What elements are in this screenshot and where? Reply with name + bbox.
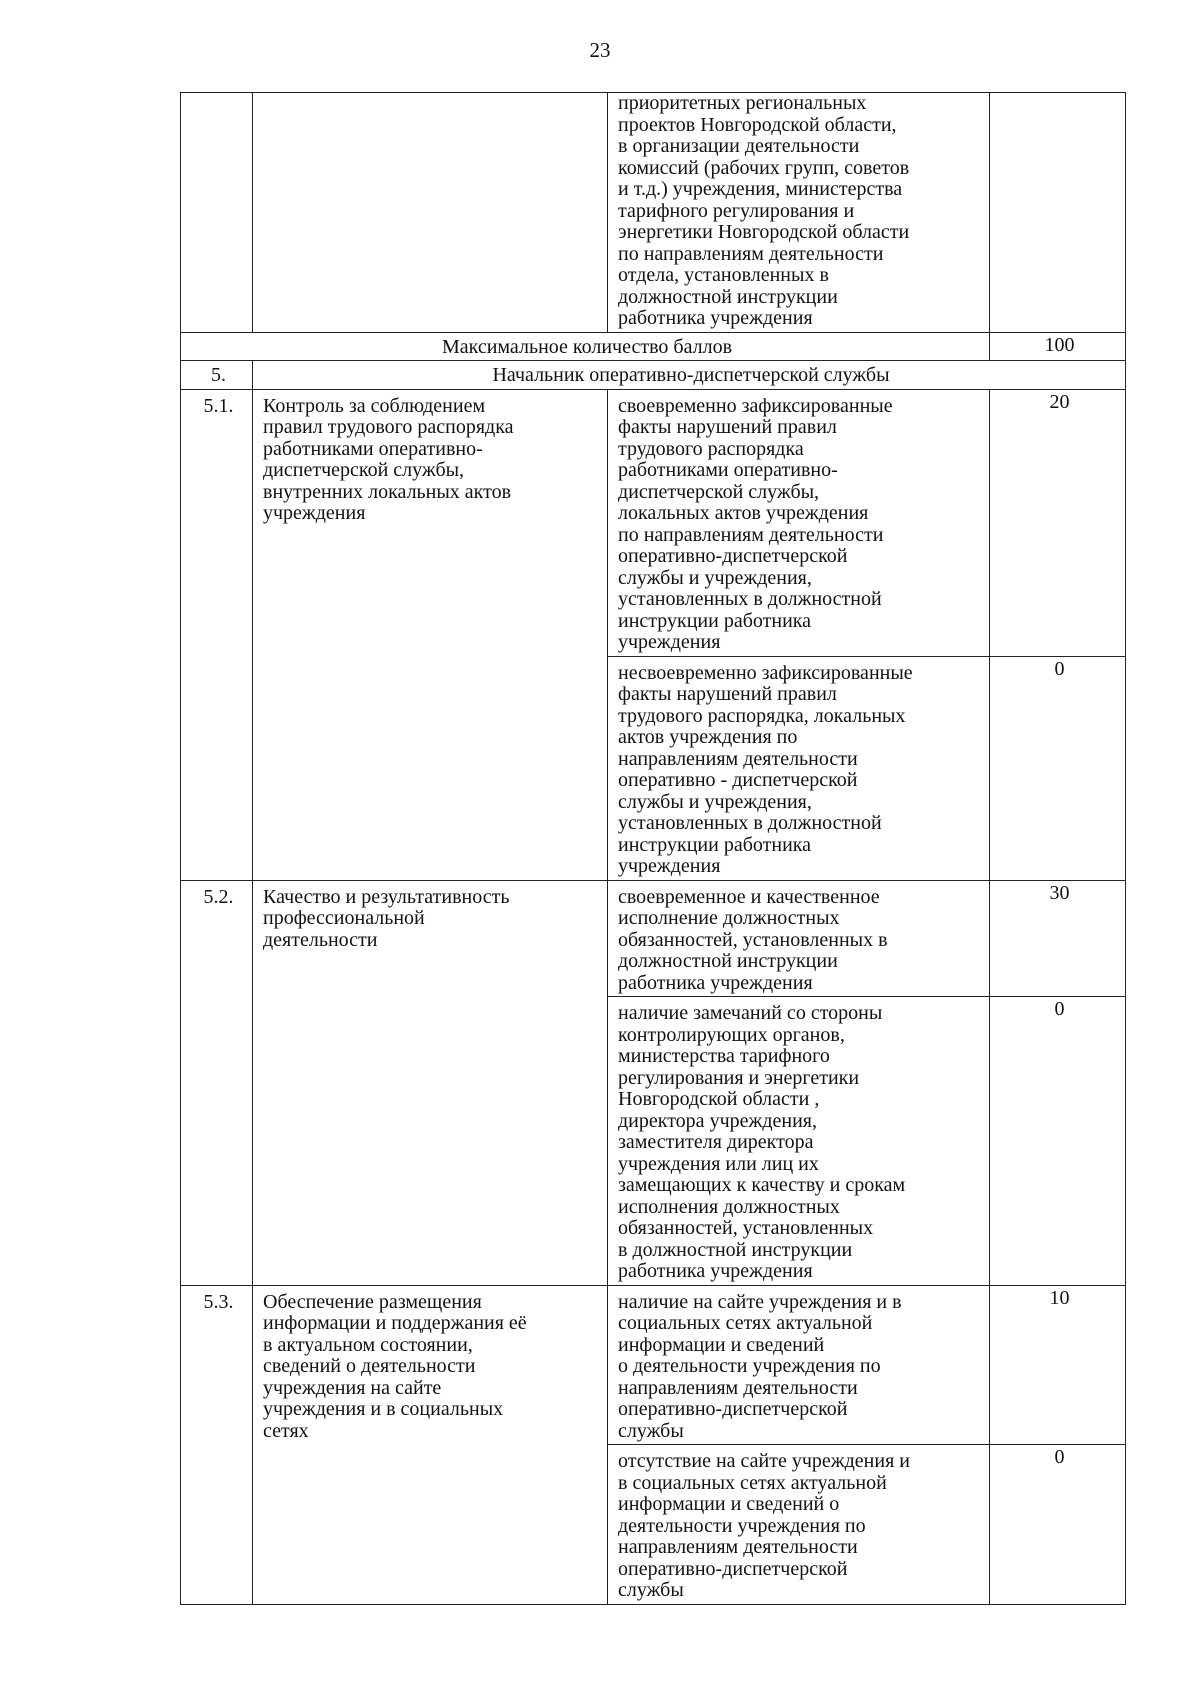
table-row (181, 1285, 1126, 1445)
points-cell: 10 (990, 1285, 1126, 1445)
indicator-cell (253, 93, 608, 333)
table-row-section (181, 361, 1126, 390)
criteria-text: приоритетных региональных проектов Новгородской области, в организации деятельности комиссий (рабочих групп, советов и т.д.) учреждения, министерства тарифного регулирования и энергетики Новгородской области по направлениям деятельности отдела, установленных в должностной инструкции работника учреждения (618, 92, 910, 329)
max-points-label: Максимальное количество баллов (181, 332, 990, 361)
criteria-cell (608, 656, 990, 880)
indicator-cell (253, 880, 608, 1285)
criteria-cell (608, 1285, 990, 1445)
max-points-value: 100 (990, 332, 1126, 361)
criteria-text: наличие замечаний со стороны контролирующих органов, министерства тарифного регулирования и энергетики Новгородской области , директора учреждения, заместителя директора учреждения или лиц их замещающих к качеству и срокам исполнения должностных обязанностей, установленных в должностной инструкции работника учреждения (618, 1002, 906, 1282)
table-row (181, 880, 1126, 997)
points-cell: 0 (990, 997, 1126, 1286)
page-number: 23 (589, 38, 611, 62)
criteria-cell (608, 389, 990, 656)
table-row-max-points (181, 332, 1126, 361)
indicator-text: Обеспечение размещения информации и поддержания её в актуальном состоянии, сведений о деятельности учреждения на сайте учреждения и в социальных сетях (263, 1290, 527, 1442)
points-cell: 0 (990, 656, 1126, 880)
indicator-text: Качество и результативность профессиональной деятельности (263, 885, 510, 951)
section-title: Начальник оперативно-диспетчерской службы (253, 361, 1126, 390)
row-number: 5.1. (181, 389, 253, 880)
row-number: 5.2. (181, 880, 253, 1285)
criteria-cell (608, 880, 990, 997)
criteria-cell (608, 93, 990, 333)
row-number: 5.3. (181, 1285, 253, 1604)
table-row-continuation (181, 93, 1126, 333)
points-cell: 0 (990, 1445, 1126, 1605)
indicator-cell (253, 389, 608, 880)
indicator-cell (253, 1285, 608, 1604)
criteria-text: своевременно зафиксированные факты нарушений правил трудового распорядка работниками оперативно- диспетчерской службы, локальных актов учреждения по направлениям деятельности оперативно-диспетчерской службы и учреждения, установленных в должностной инструкции работника учреждения (618, 394, 893, 653)
number-cell (181, 93, 253, 333)
points-cell: 30 (990, 880, 1126, 997)
indicator-text: Контроль за соблюдением правил трудового распорядка работниками оперативно- диспетчерской службы, внутренних локальных актов учреждения (263, 394, 514, 524)
criteria-text: отсутствие на сайте учреждения и в социальных сетях актуальной информации и сведений о деятельности учреждения по направлениям деятельности оперативно-диспетчерской службы (618, 1450, 910, 1601)
points-cell: 20 (990, 389, 1126, 656)
section-number: 5. (181, 361, 253, 390)
table-row (181, 389, 1126, 656)
criteria-text: несвоевременно зафиксированные факты нарушений правил трудового распорядка, локальных актов учреждения по направлениям деятельности оперативно - диспетчерской службы и учреждения, установленных в должностной инструкции работника учреждения (618, 661, 913, 877)
criteria-text: наличие на сайте учреждения и в социальных сетях актуальной информации и сведений о деятельности учреждения по направлениям деятельности оперативно-диспетчерской службы (618, 1290, 902, 1442)
points-cell (990, 93, 1126, 333)
criteria-table (180, 92, 1126, 1605)
criteria-cell (608, 997, 990, 1286)
criteria-cell (608, 1445, 990, 1605)
criteria-text: своевременное и качественное исполнение должностных обязанностей, установленных в должностной инструкции работника учреждения (618, 885, 888, 994)
